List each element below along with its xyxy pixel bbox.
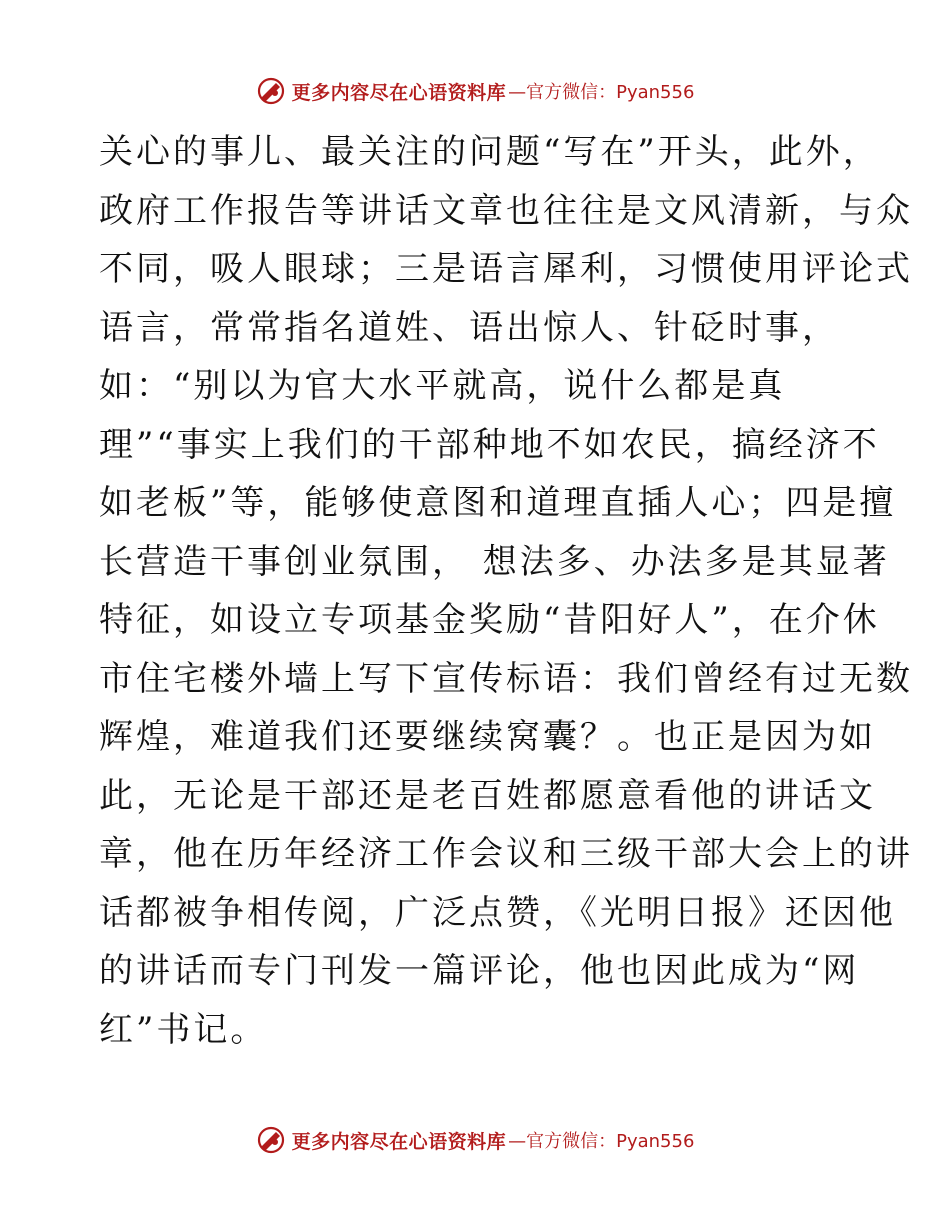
body-line: 长营造干事创业氛围， 想法多、办法多是其显著 bbox=[99, 541, 890, 582]
body-line: 章，他在历年经济工作会议和三级干部大会上的讲 bbox=[99, 834, 913, 874]
footer-watermark-wechat: —官方微信：Pyan556 bbox=[508, 1131, 695, 1152]
footer-watermark bbox=[0, 1120, 950, 1160]
body-line: 特征，如设立专项基金奖励“昔阳好人”，在介休 bbox=[99, 600, 880, 640]
body-line: 如老板”等，能够使意图和道理直插人心；四是擅 bbox=[99, 483, 897, 523]
header-watermark-text: 更多内容尽在心语资料库 bbox=[291, 81, 507, 104]
body-line: 话都被争相传阅，广泛点赞，《光明日报》还因他 bbox=[99, 892, 896, 933]
body-line: 辉煌，难道我们还要继续窝囊？。也正是因为如 bbox=[99, 717, 876, 757]
header-watermark bbox=[0, 71, 950, 111]
pen-logo-icon bbox=[256, 1125, 286, 1155]
body-line: 如：“别以为官大水平就高，说什么都是真 bbox=[99, 366, 786, 406]
body-line: 此，无论是干部还是老百姓都愿意看他的讲话文 bbox=[99, 775, 876, 816]
body-line: 市住宅楼外墙上写下宣传标语：我们曾经有过无数 bbox=[99, 658, 913, 699]
body-line: 的讲话而专门刊发一篇评论，他也因此成为“网 bbox=[99, 951, 860, 991]
footer-watermark-text: 更多内容尽在心语资料库 bbox=[291, 1130, 507, 1153]
body-line: 理”“事实上我们的干部种地不如农民，搞经济不 bbox=[99, 424, 880, 465]
body-line: 关心的事儿、最关注的问题“写在”开头，此外， bbox=[99, 132, 880, 172]
body-line: 红”书记。 bbox=[99, 1009, 268, 1050]
body-line: 不同，吸人眼球；三是语言犀利，习惯使用评论式 bbox=[99, 249, 913, 289]
pen-logo-icon bbox=[256, 76, 286, 106]
body-line: 政府工作报告等讲话文章也往往是文风清新，与众 bbox=[99, 190, 913, 231]
document-body bbox=[99, 123, 913, 1059]
header-watermark-wechat: —官方微信：Pyan556 bbox=[508, 82, 695, 103]
body-line: 语言，常常指名道姓、语出惊人、针砭时事， bbox=[99, 307, 839, 348]
